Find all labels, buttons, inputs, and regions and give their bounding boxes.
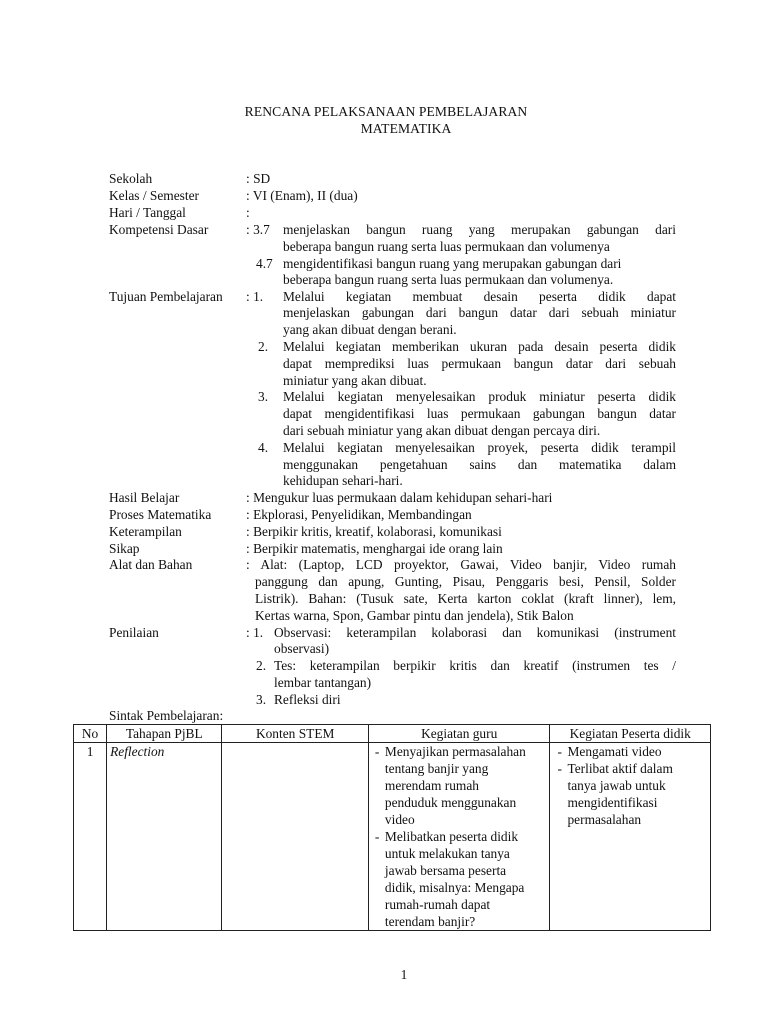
hasil-label: Hasil Belajar — [109, 490, 180, 505]
alat-line2: panggung dan apung, Gunting, Pisau, Penggaris besi, Pensil, Solder — [255, 574, 676, 589]
alat-line4: Kertas warna, Spon, Gambar pintu dan jendela), Stik Balon — [255, 608, 574, 623]
tujuan2-line2: dapat memprediksi luas permukaan bangun datar dari sebuah — [283, 356, 676, 371]
row1-kegiatan-peserta — [550, 743, 711, 931]
list-item: - Menyajikan permasalahan tentang banjir yang merendam rumah penduduk menggunakan video — [371, 743, 531, 828]
kd2-line1: mengidentifikasi bangun ruang yang merupakan gabungan dari — [283, 256, 622, 271]
tujuan2-line1: Melalui kegiatan memberikan ukuran pada desain peserta didik — [283, 339, 676, 354]
proses-value: : Ekplorasi, Penyelidikan, Membandingan — [246, 507, 472, 522]
sekolah-label: Sekolah — [109, 171, 153, 186]
tujuan1-line3: yang akan dibuat dengan berani. — [283, 322, 457, 337]
list-item: - Terlibat aktif dalam tanya jawab untuk mengidentifikasi permasalahan — [553, 760, 693, 828]
header-konten-stem: Konten STEM — [222, 725, 368, 743]
alat-line3: Listrik). Bahan: (Tusuk sate, Kerta karton coklat (kraft linner), lem, — [255, 591, 676, 606]
sekolah-value: : SD — [246, 171, 271, 186]
tujuan1-line2: menjelaskan gabungan dari bangun datar dari sebuah miniatur — [283, 305, 676, 320]
penilaian-label: Penilaian — [109, 625, 159, 640]
keterampilan-value: : Berpikir kritis, kreatif, kolaborasi, komunikasi — [246, 524, 502, 539]
header-kegiatan-guru: Kegiatan guru — [368, 725, 550, 743]
list-item: - Mengamati video — [553, 743, 693, 760]
sintak-label: Sintak Pembelajaran: — [109, 708, 224, 723]
tujuan2-line3: miniatur yang akan dibuat. — [283, 373, 427, 388]
hari-label: Hari / Tanggal — [109, 205, 186, 220]
sikap-value: : Berpikir matematis, menghargai ide orang lain — [246, 541, 503, 556]
row1-kegiatan-guru — [368, 743, 550, 931]
hasil-value: : Mengukur luas permukaan dalam kehidupan sehari-hari — [246, 490, 553, 505]
tujuan3-number: 3. — [258, 389, 269, 404]
tujuan4-line1: Melalui kegiatan menyelesaikan proyek, peserta didik terampil — [283, 440, 676, 455]
sikap-label: Sikap — [109, 541, 140, 556]
tujuan4-line3: kehidupan sehari-hari. — [283, 473, 403, 488]
tujuan4-line2: menggunakan pengetahuan sains dan matematika dalam — [283, 457, 676, 472]
tujuan3-line3: dari sebuah miniatur yang akan dibuat dengan percaya diri. — [283, 423, 601, 438]
tujuan3-line2: dapat mengidentifikasi luas permukaan gabungan bangun datar — [283, 406, 676, 421]
alat-label: Alat dan Bahan — [109, 557, 193, 572]
kd2-number: 4.7 — [256, 256, 273, 271]
penilaian2-number: 2. — [256, 658, 267, 673]
tujuan2-number: 2. — [258, 339, 269, 354]
tujuan4-number: 4. — [258, 440, 269, 455]
header-tahapan: Tahapan PjBL — [107, 725, 222, 743]
kd1-line1: menjelaskan bangun ruang yang merupakan gabungan dari — [283, 222, 676, 237]
row1-konten — [222, 743, 368, 931]
penilaian1-line1: Observasi: keterampilan kolaborasi dan komunikasi (instrument — [274, 625, 676, 640]
kd2-line2: beberapa bangun ruang serta luas permukaan dan volumenya. — [283, 272, 614, 287]
penilaian2-line1: Tes: keterampilan berpikir kritis dan kreatif (instrumen tes / — [274, 658, 676, 673]
penilaian-prefix: : 1. — [246, 625, 264, 640]
kelas-label: Kelas / Semester — [109, 188, 199, 203]
header-no: No — [74, 725, 107, 743]
tujuan-label: Tujuan Pembelajaran — [109, 289, 223, 304]
penilaian3-line1: Refleksi diri — [274, 692, 341, 707]
header-kegiatan-peserta: Kegiatan Peserta didik — [550, 725, 711, 743]
kd-prefix: : 3.7 — [246, 222, 270, 237]
tujuan1-line1: Melalui kegiatan membuat desain peserta didik dapat — [283, 289, 676, 304]
list-item: - Melibatkan peserta didik untuk melakukan tanya jawab bersama peserta didik, misalnya: Mengapa rumah-rumah dapat terendam banjir? — [371, 828, 531, 930]
penilaian2-line2: lembar tantangan) — [274, 675, 372, 690]
tujuan-prefix: : 1. — [246, 289, 264, 304]
row1-no: 1 — [74, 743, 107, 931]
document-title-line1: RENCANA PELAKSANAAN PEMBELAJARAN — [244, 104, 528, 119]
row1-tahapan: Reflection — [107, 743, 222, 931]
kelas-value: : VI (Enam), II (dua) — [246, 188, 358, 203]
penilaian1-line2: observasi) — [274, 641, 330, 656]
page-number: 1 — [400, 967, 408, 982]
table-row — [74, 743, 711, 931]
penilaian3-number: 3. — [256, 692, 267, 707]
table-header-row — [74, 725, 711, 743]
document-title-line2: MATEMATIKA — [360, 121, 452, 136]
sintak-table — [73, 724, 711, 931]
keterampilan-label: Keterampilan — [109, 524, 182, 539]
tujuan3-line1: Melalui kegiatan menyelesaikan produk miniatur peserta didik — [283, 389, 676, 404]
kd-label: Kompetensi Dasar — [109, 222, 209, 237]
hari-value: : — [246, 205, 250, 220]
proses-label: Proses Matematika — [109, 507, 212, 522]
kd1-line2: beberapa bangun ruang serta luas permukaan dan volumenya — [283, 239, 610, 254]
alat-line1: : Alat: (Laptop, LCD proyektor, Gawai, Video banjir, Video rumah — [246, 557, 676, 572]
